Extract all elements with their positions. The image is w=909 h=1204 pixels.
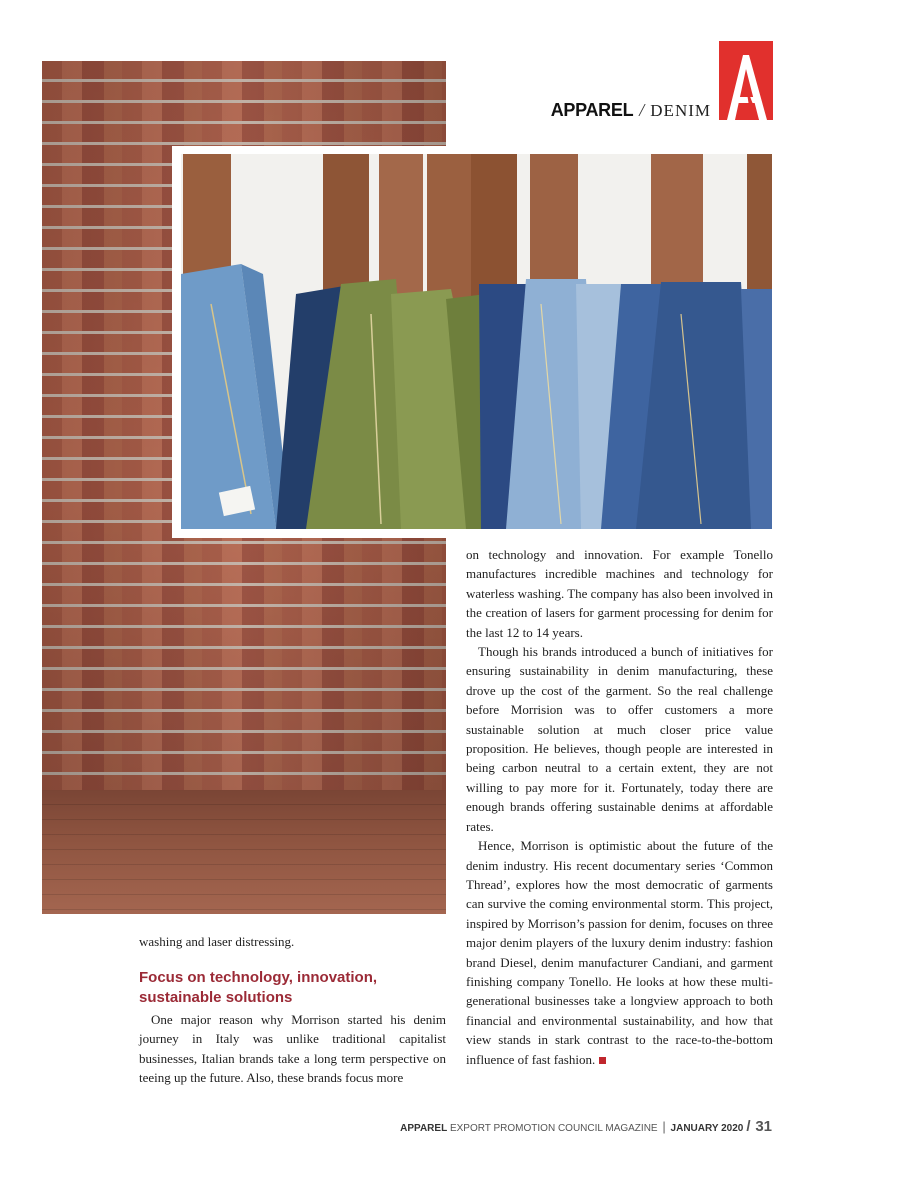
footer-magazine: EXPORT PROMOTION COUNCIL MAGAZINE: [449, 1123, 658, 1134]
right-paragraph-3: [466, 836, 773, 1069]
subhead-line-1: Focus on technology, innovation,: [139, 969, 378, 986]
right-paragraph-2: Though his brands introduced a bunch of initiatives for ensuring sustainability in denim manufacturing, these drove up the cost of the garment. So the real challenge before Morrision was to offer customers a more sustainable solution at much closer price value proposition. He believes, though people are interested in being carbon neutral to a certain extent, they are not willing to pay more for it. Fortunately, today there are enough brands offering sustainable denims at affordable rates.: [466, 644, 773, 834]
right-paragraph-1: on technology and innovation. For example Tonello manufactures incredible machines and technology for waterless washing. The company has also been involved in the creation of lasers for garment processing for denim for the last 12 to 14 years.: [466, 547, 773, 640]
right-paragraph-3-text: Hence, Morrison is optimistic about the future of the denim industry. His recent documentary series ‘Common Thread’, explores how the most democratic of garments can survive the coming environmental storm. This project, inspired by Morrison’s passion for denim, focuses on three major denim players of the luxury denim industry: fashion brand Diesel, denim manufacturer Candiani, and garment finishing company Tonello. He looks at how these multi-generational businesses take a longview approach to both financial and environmental sustainability, and how that view stands in stark contrast to the race-to-the-bottom influence of fast fashion.: [466, 838, 773, 1067]
end-mark-icon: [599, 1057, 606, 1064]
footer-divider: |: [662, 1119, 666, 1134]
subsection-label: DENIM: [650, 101, 711, 120]
continuation-text: washing and laser distressing.: [139, 934, 295, 949]
page-footer: [400, 1118, 772, 1135]
hanging-jeans-photo: [181, 154, 772, 529]
subhead-line-2: sustainable solutions: [139, 989, 293, 1006]
footer-brand: APPAREL: [400, 1123, 448, 1134]
page-number: 31: [755, 1118, 772, 1135]
section-kicker: [551, 100, 711, 124]
left-column-section: [139, 968, 446, 1088]
footer-issue: JANUARY 2020: [670, 1123, 744, 1134]
left-column: [139, 932, 446, 951]
apparel-logo-icon: [719, 41, 773, 120]
footer-slash: /: [746, 1118, 751, 1135]
wooden-floor-image: [42, 790, 446, 914]
left-paragraph: One major reason why Morrison started his denim journey in Italy was unlike traditional capitalist businesses, Italian brands take a long term perspective on teeing up the future. Also, these brands focus more: [139, 1012, 446, 1086]
right-column: [466, 545, 773, 1069]
section-separator: /: [639, 100, 645, 120]
section-label: APPAREL: [550, 100, 634, 120]
